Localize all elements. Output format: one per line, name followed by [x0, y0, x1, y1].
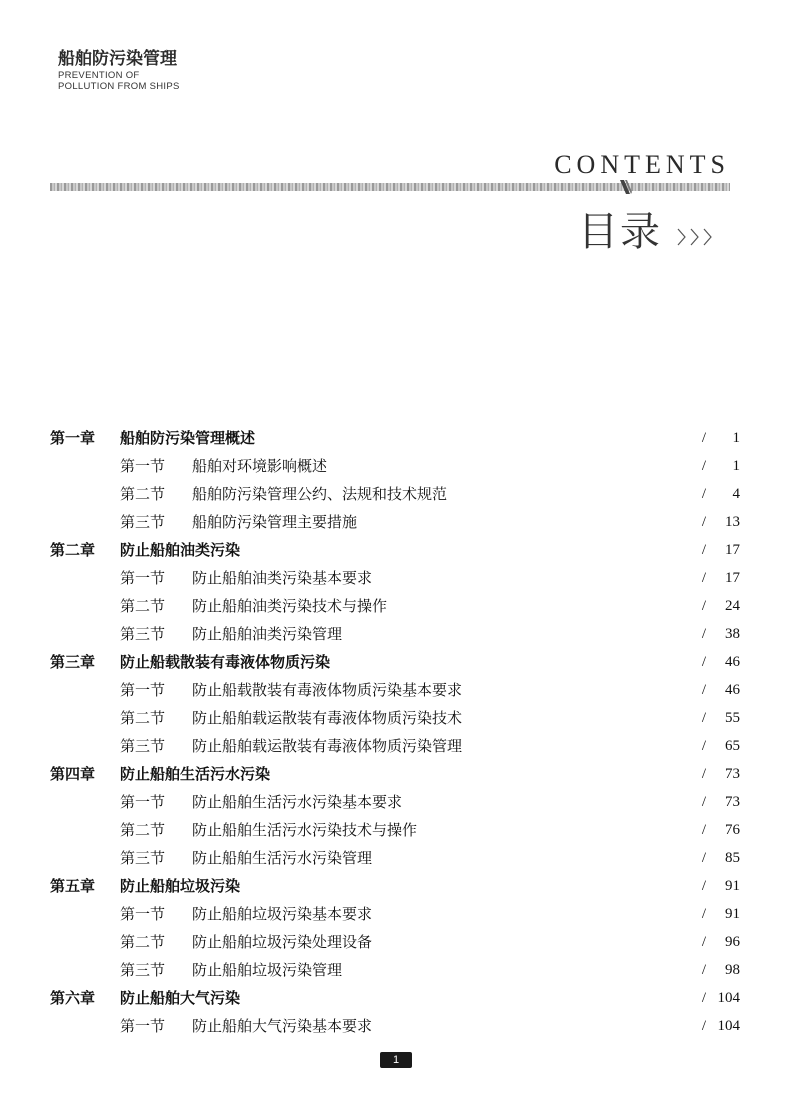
toc-entry-title: 防止船舶油类污染基本要求 [192, 569, 373, 587]
toc-page-number: 65 [725, 738, 740, 754]
toc-section-row[interactable] [50, 928, 740, 956]
toc-entry-title: 防止船舶油类污染 [120, 541, 241, 559]
toc-page-number: 55 [725, 710, 740, 726]
toc-entry-title: 防止船舶大气污染基本要求 [192, 1017, 373, 1035]
toc-page-number: 91 [725, 906, 740, 922]
toc-entry-title: 防止船舶油类污染技术与操作 [192, 597, 388, 615]
toc-chapter-row[interactable] [50, 760, 740, 788]
toc-section-row[interactable] [50, 816, 740, 844]
toc-page-separator: / [701, 822, 707, 838]
toc-page-number: 38 [725, 626, 740, 642]
toc-page-number: 76 [725, 822, 740, 838]
toc-page-separator: / [701, 654, 707, 670]
toc-section-row[interactable] [50, 676, 740, 704]
toc-page-separator: / [701, 430, 707, 446]
toc-entry-title: 防止船舶生活污水污染管理 [192, 849, 373, 867]
toc-entry-title: 船舶防污染管理概述 [120, 429, 256, 447]
toc-chapter-row[interactable] [50, 648, 740, 676]
toc-entry-title: 防止船舶载运散装有毒液体物质污染技术 [192, 709, 463, 727]
toc-section-row[interactable] [50, 592, 740, 620]
toc-page-separator: / [701, 1018, 707, 1034]
toc-section-row[interactable] [50, 956, 740, 984]
toc-entry-label: 第三章 [50, 653, 96, 671]
toc-page-number: 4 [732, 486, 740, 502]
toc-page-number: 104 [717, 1018, 740, 1034]
toc-entry-label: 第二节 [120, 933, 166, 951]
toc-entry-label: 第二节 [120, 709, 166, 727]
toc-page-separator: / [701, 710, 707, 726]
toc-section-row[interactable] [50, 452, 740, 480]
toc-page-number: 85 [725, 850, 740, 866]
toc-page-number: 1 [732, 430, 740, 446]
toc-entry-title: 防止船舶生活污水污染基本要求 [192, 793, 403, 811]
toc-entry-label: 第二节 [120, 485, 166, 503]
toc-page-separator: / [701, 990, 707, 1006]
toc-page-number: 1 [732, 458, 740, 474]
toc-entry-label: 第一节 [120, 793, 166, 811]
toc-entry-title: 船舶对环境影响概述 [192, 457, 328, 475]
toc-section-row[interactable] [50, 508, 740, 536]
toc-page-separator: / [701, 962, 707, 978]
toc-entry-label: 第一节 [120, 905, 166, 923]
toc-entry-title: 防止船舶载运散装有毒液体物质污染管理 [192, 737, 463, 755]
toc-section-row[interactable] [50, 564, 740, 592]
toc-entry-label: 第二节 [120, 821, 166, 839]
toc-chapter-row[interactable] [50, 984, 740, 1012]
toc-page-separator: / [701, 570, 707, 586]
mulu-heading: 目录 [578, 209, 662, 255]
toc-entry-title: 防止船舶垃圾污染管理 [192, 961, 343, 979]
toc-page-separator: / [701, 738, 707, 754]
toc-entry-title: 船舶防污染管理主要措施 [192, 513, 358, 531]
contents-heading: CONTENTS [554, 150, 730, 179]
toc-page-separator: / [701, 598, 707, 614]
toc-entry-label: 第一章 [50, 429, 96, 447]
book-title-english-line1: PREVENTION OF [58, 70, 140, 81]
toc-page-separator: / [701, 934, 707, 950]
toc-page-separator: / [701, 766, 707, 782]
toc-page-separator: / [701, 906, 707, 922]
toc-entry-label: 第一节 [120, 457, 166, 475]
toc-entry-title: 防止船舶生活污水污染技术与操作 [192, 821, 418, 839]
toc-section-row[interactable] [50, 788, 740, 816]
toc-section-row[interactable] [50, 704, 740, 732]
toc-entry-title: 防止船舶垃圾污染 [120, 877, 241, 895]
toc-page-number: 46 [725, 682, 740, 698]
toc-page-separator: / [701, 542, 707, 558]
toc-section-row[interactable] [50, 844, 740, 872]
toc-chapter-row[interactable] [50, 424, 740, 452]
toc-chapter-row[interactable] [50, 872, 740, 900]
table-of-contents [50, 424, 740, 1040]
toc-chapter-row[interactable] [50, 536, 740, 564]
toc-section-row[interactable] [50, 900, 740, 928]
toc-entry-label: 第三节 [120, 625, 166, 643]
toc-entry-label: 第一节 [120, 681, 166, 699]
toc-entry-title: 防止船舶垃圾污染处理设备 [192, 933, 373, 951]
toc-entry-label: 第六章 [50, 989, 96, 1007]
toc-page-number: 104 [717, 990, 740, 1006]
toc-page-number: 17 [725, 542, 740, 558]
toc-entry-label: 第一节 [120, 569, 166, 587]
toc-page-separator: / [701, 682, 707, 698]
toc-page-number: 13 [725, 514, 740, 530]
toc-page-separator: / [701, 794, 707, 810]
toc-entry-label: 第三节 [120, 849, 166, 867]
book-title-english [58, 70, 180, 92]
toc-page-number: 98 [725, 962, 740, 978]
slash-mark-icon [618, 180, 632, 194]
toc-entry-label: 第三节 [120, 961, 166, 979]
toc-section-row[interactable] [50, 732, 740, 760]
toc-page-separator: / [701, 486, 707, 502]
toc-entry-label: 第三节 [120, 513, 166, 531]
toc-section-row[interactable] [50, 480, 740, 508]
toc-entry-label: 第三节 [120, 737, 166, 755]
toc-page-number: 96 [725, 934, 740, 950]
toc-entry-title: 防止船舶油类污染管理 [192, 625, 343, 643]
toc-entry-label: 第二节 [120, 597, 166, 615]
toc-page-number: 91 [725, 878, 740, 894]
toc-entry-title: 防止船载散装有毒液体物质污染基本要求 [192, 681, 463, 699]
chevron-right-icon [676, 226, 718, 248]
toc-page-number: 73 [725, 794, 740, 810]
toc-page-number: 24 [725, 598, 740, 614]
toc-page-separator: / [701, 458, 707, 474]
toc-page-separator: / [701, 878, 707, 894]
toc-page-number: 73 [725, 766, 740, 782]
toc-entry-label: 第二章 [50, 541, 96, 559]
book-title-english-line2: POLLUTION FROM SHIPS [58, 81, 180, 92]
page-number: 1 [380, 1052, 412, 1068]
toc-entry-title: 船舶防污染管理公约、法规和技术规范 [192, 485, 448, 503]
toc-page-separator: / [701, 626, 707, 642]
toc-entry-title: 防止船舶垃圾污染基本要求 [192, 905, 373, 923]
toc-entry-label: 第四章 [50, 765, 96, 783]
toc-page-separator: / [701, 514, 707, 530]
toc-entry-title: 防止船舶生活污水污染 [120, 765, 271, 783]
toc-page-separator: / [701, 850, 707, 866]
toc-entry-label: 第一节 [120, 1017, 166, 1035]
toc-section-row[interactable] [50, 620, 740, 648]
toc-entry-title: 防止船舶大气污染 [120, 989, 241, 1007]
toc-page-number: 46 [725, 654, 740, 670]
toc-page-number: 17 [725, 570, 740, 586]
book-title: 船舶防污染管理 [58, 49, 177, 69]
toc-entry-label: 第五章 [50, 877, 96, 895]
toc-entry-title: 防止船载散装有毒液体物质污染 [120, 653, 331, 671]
toc-section-row[interactable] [50, 1012, 740, 1040]
